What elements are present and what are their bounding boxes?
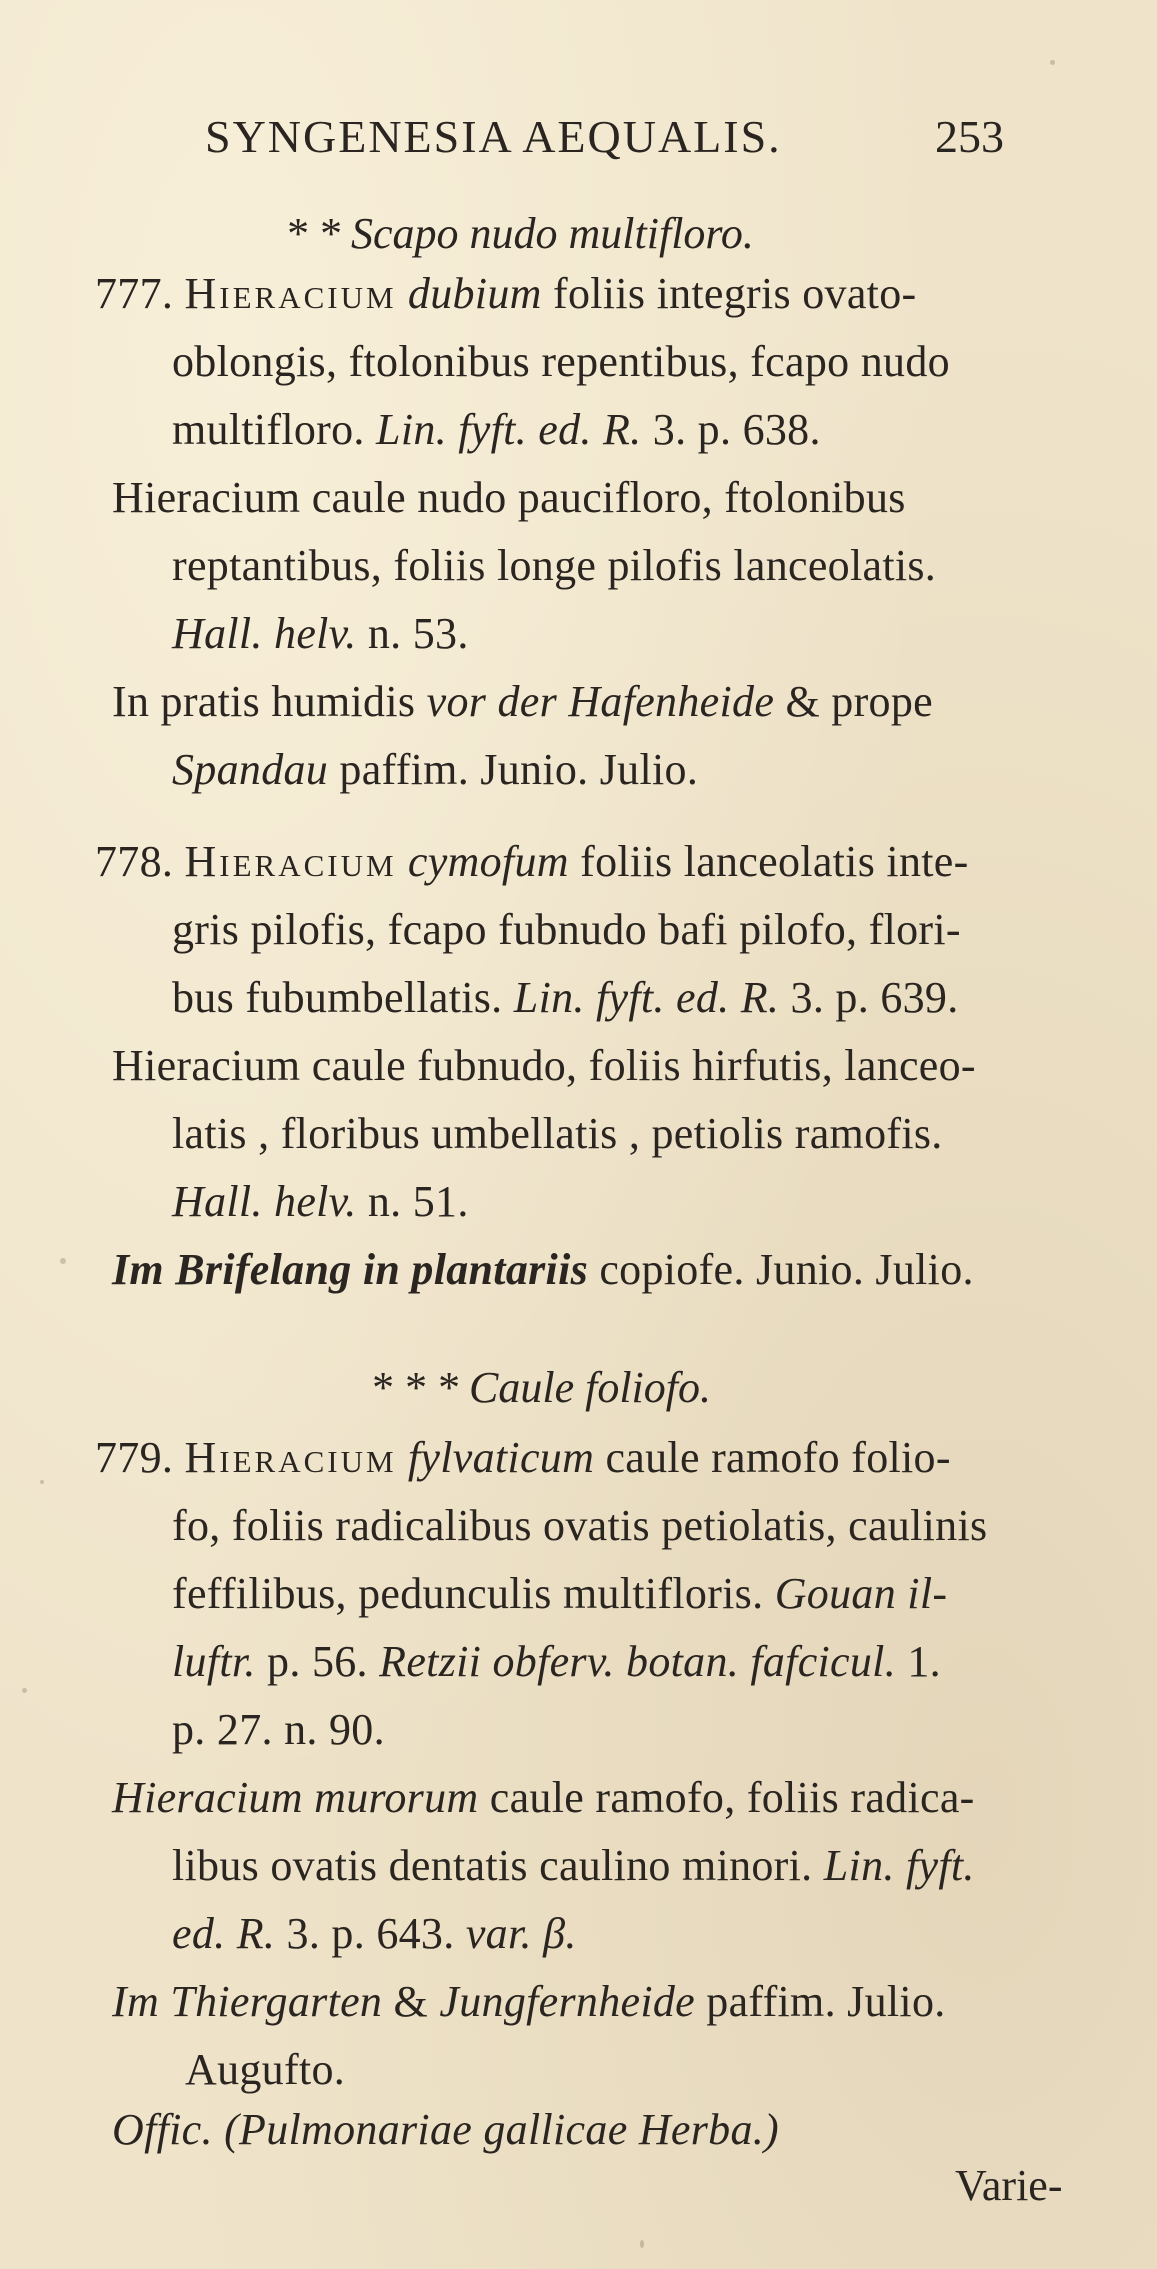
diagnosis-text: foliis integris ovato- [553,269,917,318]
citation: Lin. fyft. [823,1841,975,1890]
entry-779-line-8 [172,1908,577,1960]
species-name: dubium [407,269,542,318]
citation: ed. R. [172,1909,276,1958]
entry-779-line-6 [112,1772,975,1824]
diagnosis-text: bus fubumbellatis. [172,973,503,1022]
entry-778-line-6 [172,1176,469,1228]
locality-name: Im Thiergarten [112,1977,383,2026]
entry-778-line-2: gris pilofis, fcapo fubnudo bafi pilofo, flori- [172,905,961,954]
paper-speck [60,1258,66,1264]
conjunction: & [393,1977,429,2026]
citation-page: 3. p. 643. [286,1909,455,1958]
genus-name: Hieracium [184,837,397,886]
section-heading: * * * Caule foliofo. [370,1363,711,1412]
citation-page: 3. p. 639. [790,973,959,1022]
synonym-name: Hieracium murorum [112,1773,479,1822]
flowering-time: paffim. Julio. [706,1977,946,2026]
diagnosis-text: foliis lanceolatis inte- [580,837,969,886]
habitat-text: & prope [785,677,933,726]
flowering-time: copiofe. Junio. Julio. [599,1245,974,1294]
entry-777-line-6 [172,608,469,660]
flowering-time: paffim. Junio. Julio. [339,745,699,794]
locality-name: Im Brifelang in plantariis [112,1245,589,1294]
entry-779-line-9 [112,1976,946,2028]
entry-777-line-7 [112,676,933,728]
entry-779-line-2: fo, foliis radicalibus ovatis petiolatis, caulinis [172,1501,988,1550]
running-header-title: SYNGENESIA AEQUALIS. [205,111,782,162]
diagnosis-text: multifloro. [172,405,365,454]
locality-name: vor der Hafenheide [426,677,775,726]
locality-name: Spandau [172,745,329,794]
diagnosis-text: caule ramofo, foliis radica- [489,1773,975,1822]
entry-777-line-4: Hieracium caule nudo paucifloro, ftolonibus [112,473,906,522]
entry-778-line-1 [95,836,969,888]
entry-777-line-1 [95,268,916,320]
citation: Lin. fyft. ed. R. [513,973,780,1022]
entry-777-line-2: oblongis, ftolonibus repentibus, fcapo nudo [172,337,950,386]
paper-speck [640,2240,644,2248]
genus-name: Hieracium [184,1433,397,1482]
paper-speck [1050,60,1055,65]
entry-779-line-7 [172,1840,975,1892]
entry-778-line-7 [112,1244,974,1296]
entry-779-line-3 [172,1568,947,1620]
locality-name: Jungfernheide [439,1977,695,2026]
entry-777-line-8 [172,744,698,796]
citation-page: 3. p. 638. [652,405,821,454]
catchword: Varie- [955,2161,1063,2210]
species-name: fylvaticum [407,1433,595,1482]
diagnosis-text: caule ramofo folio- [605,1433,951,1482]
paper-speck [40,1480,44,1484]
entry-779-line-11: Offic. (Pulmonariae gallicae Herba.) [112,2105,779,2154]
habitat-text: In pratis humidis [112,677,416,726]
entry-779-line-5: p. 27. n. 90. [172,1705,385,1754]
entry-777-line-3 [172,404,821,456]
citation: luftr. [172,1637,256,1686]
citation-page: p. 56. [267,1637,368,1686]
entry-779-line-10: Augufto. [185,2045,346,2094]
citation: Hall. helv. [172,609,357,658]
citation: Retzii obferv. botan. fafcicul. [379,1637,896,1686]
variety-label: var. β. [465,1909,577,1958]
citation-number: n. 51. [367,1177,469,1226]
entry-779-line-1 [95,1432,951,1484]
entry-779-line-4 [172,1636,941,1688]
entry-number: 779. [95,1433,174,1482]
paper-speck [22,1688,27,1693]
citation-number: n. 53. [367,609,469,658]
citation: Lin. fyft. ed. R. [376,405,642,454]
entry-778-line-3 [172,972,959,1024]
citation: Gouan il- [774,1569,948,1618]
species-name: cymofum [407,837,569,886]
diagnosis-text: feffilibus, pedunculis multifloris. [172,1569,764,1618]
citation-number: 1. [907,1637,941,1686]
entry-number: 777. [95,269,174,318]
entry-778-line-4: Hieracium caule fubnudo, foliis hirfutis, lanceo- [112,1041,976,1090]
entry-number: 778. [95,837,174,886]
citation: Hall. helv. [172,1177,357,1226]
diagnosis-text: libus ovatis dentatis caulino minori. [172,1841,813,1890]
page-number: 253 [935,111,1004,162]
entry-778-line-5: latis , floribus umbellatis , petiolis ramofis. [172,1109,943,1158]
section-heading: * * Scapo nudo multifloro. [285,209,754,258]
entry-777-line-5: reptantibus, foliis longe pilofis lanceolatis. [172,541,937,590]
genus-name: Hieracium [184,269,397,318]
